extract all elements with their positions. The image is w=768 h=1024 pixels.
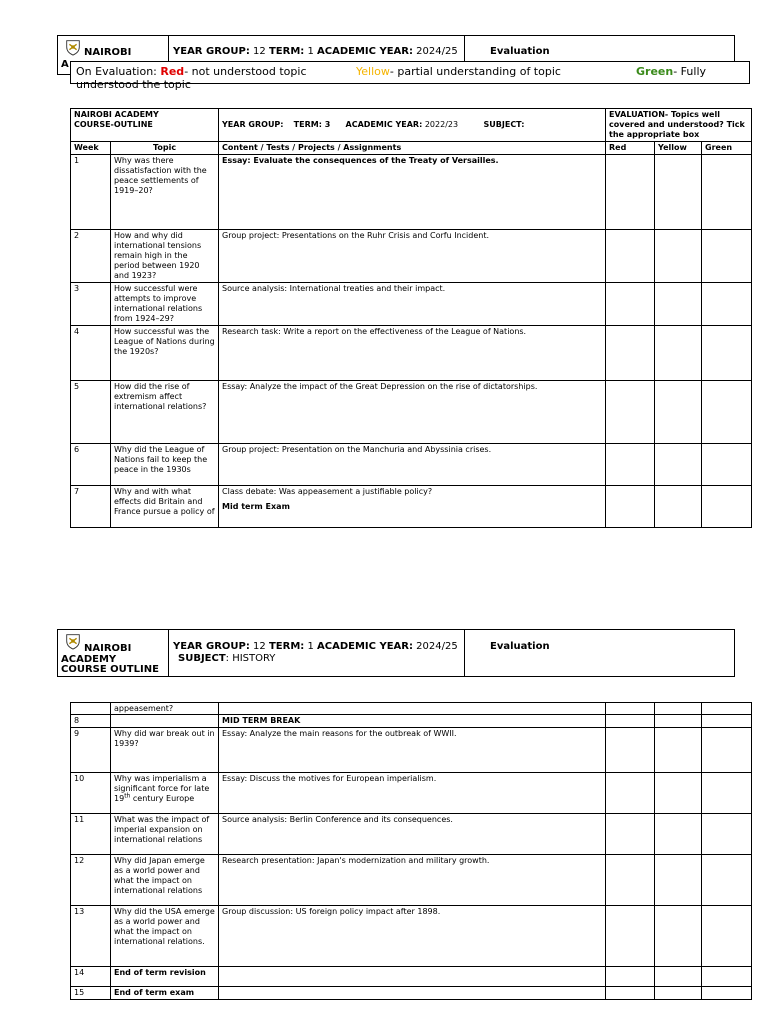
topic-cell: Why did the League of Nations fail to keep the peace in the 1930s [111, 444, 219, 486]
topic-cell: Why did war break out in 1939? [111, 728, 219, 773]
legend-yellow: Yellow [356, 65, 390, 78]
red-checkbox-cell[interactable] [606, 326, 655, 381]
table-row [71, 155, 752, 230]
week-cell: 6 [71, 444, 111, 486]
red-checkbox-cell[interactable] [606, 283, 655, 326]
green-checkbox-cell[interactable] [702, 728, 752, 773]
content-text-mid-term: Mid term Exam [222, 502, 290, 511]
table-row [71, 967, 752, 987]
content-cell [219, 486, 606, 528]
content-cell: Essay: Evaluate the consequences of the Treaty of Versailles. [219, 155, 606, 230]
topic-cell [111, 715, 219, 728]
table-row [71, 906, 752, 967]
red-checkbox-cell[interactable] [606, 987, 655, 1000]
yellow-checkbox-cell[interactable] [655, 381, 702, 444]
table-row [71, 283, 752, 326]
week-cell: 12 [71, 855, 111, 906]
school-crest-icon [64, 38, 82, 56]
topic-cell: End of term exam [111, 987, 219, 1000]
green-checkbox-cell[interactable] [702, 155, 752, 230]
week-cell: 7 [71, 486, 111, 528]
yellow-checkbox-cell[interactable] [655, 855, 702, 906]
week-cell: 10 [71, 773, 111, 814]
yellow-checkbox-cell[interactable] [655, 773, 702, 814]
col-content: Content / Tests / Projects / Assignments [219, 142, 606, 155]
top-evaluation-label: Evaluation [490, 46, 550, 57]
table-row [71, 728, 752, 773]
second-header-school-cell [58, 630, 169, 676]
red-checkbox-cell[interactable] [606, 814, 655, 855]
table-row [71, 326, 752, 381]
yellow-checkbox-cell[interactable] [655, 987, 702, 1000]
topic-cell: How and why did international tensions remain high in the period between 1920 and 1923? [111, 230, 219, 283]
red-checkbox-cell[interactable] [606, 381, 655, 444]
yellow-checkbox-cell[interactable] [655, 703, 702, 715]
green-checkbox-cell[interactable] [702, 703, 752, 715]
red-checkbox-cell[interactable] [606, 773, 655, 814]
week-cell [71, 703, 111, 715]
content-cell: Group project: Presentation on the Manchuria and Abyssinia crises. [219, 444, 606, 486]
second-header-divider [464, 630, 465, 676]
topic-cell: Why was imperialism a significant force for late 19th century Europe [111, 773, 219, 814]
topic-cell: Why was there dissatisfaction with the peace settlements of 1919–20? [111, 155, 219, 230]
legend-red-text: - not understood topic [184, 65, 307, 78]
week-cell: 8 [71, 715, 111, 728]
week-cell: 14 [71, 967, 111, 987]
yellow-checkbox-cell[interactable] [655, 715, 702, 728]
red-checkbox-cell[interactable] [606, 715, 655, 728]
yellow-checkbox-cell[interactable] [655, 728, 702, 773]
second-school-name: NAIROBI [84, 643, 132, 654]
school-crest-icon [64, 632, 82, 650]
content-cell: Source analysis: International treaties and their impact. [219, 283, 606, 326]
green-checkbox-cell[interactable] [702, 715, 752, 728]
red-checkbox-cell[interactable] [606, 967, 655, 987]
green-checkbox-cell[interactable] [702, 283, 752, 326]
top-header-meta: YEAR GROUP: 12 TERM: 1 ACADEMIC YEAR: 2024/25 [173, 46, 458, 57]
top-school-name: NAIROBI [84, 47, 132, 58]
table1-evaluation-header: EVALUATION- Topics well covered and understood? Tick the appropriate box [606, 109, 752, 142]
topic-cell: How successful were attempts to improve international relations from 1924–29? [111, 283, 219, 326]
week-cell: 5 [71, 381, 111, 444]
table-row [71, 715, 752, 728]
legend-red: Red [160, 65, 185, 78]
week-cell: 1 [71, 155, 111, 230]
table-row [71, 230, 752, 283]
week-cell: 15 [71, 987, 111, 1000]
second-evaluation-label: Evaluation [490, 641, 550, 652]
week-cell: 11 [71, 814, 111, 855]
content-cell: Essay: Discuss the motives for European imperialism. [219, 773, 606, 814]
content-cell: Source analysis: Berlin Conference and its consequences. [219, 814, 606, 855]
red-checkbox-cell[interactable] [606, 906, 655, 967]
table-row [71, 814, 752, 855]
green-checkbox-cell[interactable] [702, 855, 752, 906]
legend-overflow: understood the topic [76, 78, 191, 91]
table-row [71, 773, 752, 814]
table1-title-row [71, 109, 752, 142]
green-checkbox-cell[interactable] [702, 326, 752, 381]
col-green: Green [702, 142, 752, 155]
content-cell [219, 987, 606, 1000]
topic-cell: What was the impact of imperial expansion on international relations [111, 814, 219, 855]
green-checkbox-cell[interactable] [702, 987, 752, 1000]
green-checkbox-cell[interactable] [702, 773, 752, 814]
topic-cell: How did the rise of extremism affect international relations? [111, 381, 219, 444]
course-outline-table-1 [70, 108, 752, 528]
top-school-line2: A [61, 59, 69, 70]
table-row [71, 987, 752, 1000]
course-outline-table-2 [70, 702, 752, 1000]
week-cell: 3 [71, 283, 111, 326]
second-header [57, 629, 735, 677]
content-cell: Group discussion: US foreign policy impact after 1898. [219, 906, 606, 967]
table1-meta: YEAR GROUP: TERM: 3 ACADEMIC YEAR: 2022/23 SUBJECT: [219, 109, 606, 142]
col-red: Red [606, 142, 655, 155]
red-checkbox-cell[interactable] [606, 444, 655, 486]
topic-cell: appeasement? [111, 703, 219, 715]
topic-cell: Why and with what effects did Britain and France pursue a policy of [111, 486, 219, 528]
topic-cell: How successful was the League of Nations during the 1920s? [111, 326, 219, 381]
topic-cell: Why did the USA emerge as a world power and what the impact on international relations. [111, 906, 219, 967]
green-checkbox-cell[interactable] [702, 814, 752, 855]
col-topic: Topic [111, 142, 219, 155]
week-cell: 13 [71, 906, 111, 967]
second-header-meta: YEAR GROUP: 12 TERM: 1 ACADEMIC YEAR: 2024/25 [173, 641, 458, 652]
col-week: Week [71, 142, 111, 155]
green-checkbox-cell[interactable] [702, 444, 752, 486]
yellow-checkbox-cell[interactable] [655, 155, 702, 230]
green-checkbox-cell[interactable] [702, 906, 752, 967]
week-cell: 2 [71, 230, 111, 283]
second-school-line3: COURSE OUTLINE [61, 664, 159, 675]
yellow-checkbox-cell[interactable] [655, 326, 702, 381]
table-row [71, 486, 752, 528]
yellow-checkbox-cell[interactable] [655, 444, 702, 486]
content-cell [219, 967, 606, 987]
content-cell: Essay: Analyze the main reasons for the outbreak of WWII. [219, 728, 606, 773]
red-checkbox-cell[interactable] [606, 703, 655, 715]
week-cell: 9 [71, 728, 111, 773]
table-row [71, 444, 752, 486]
green-checkbox-cell[interactable] [702, 230, 752, 283]
content-cell [219, 703, 606, 715]
red-checkbox-cell[interactable] [606, 155, 655, 230]
table-row [71, 855, 752, 906]
yellow-checkbox-cell[interactable] [655, 230, 702, 283]
yellow-checkbox-cell[interactable] [655, 814, 702, 855]
yellow-checkbox-cell[interactable] [655, 967, 702, 987]
red-checkbox-cell[interactable] [606, 486, 655, 528]
table1-column-headers [71, 142, 752, 155]
content-text: Class debate: Was appeasement a justifiable policy? [222, 487, 433, 496]
legend-prefix: On Evaluation: [76, 65, 161, 78]
legend-green: Green [636, 65, 674, 78]
content-cell: Group project: Presentations on the Ruhr Crisis and Corfu Incident. [219, 230, 606, 283]
topic-cell: End of term revision [111, 967, 219, 987]
content-cell: MID TERM BREAK [219, 715, 606, 728]
red-checkbox-cell[interactable] [606, 728, 655, 773]
green-checkbox-cell[interactable] [702, 486, 752, 528]
content-cell: Essay: Analyze the impact of the Great Depression on the rise of dictatorships. [219, 381, 606, 444]
topic-cell: Why did Japan emerge as a world power and what the impact on international relations [111, 855, 219, 906]
table1-school-title: NAIROBI ACADEMY COURSE-OUTLINE [71, 109, 219, 142]
legend-yellow-text: - partial understanding of topic [389, 65, 561, 78]
red-checkbox-cell[interactable] [606, 230, 655, 283]
col-yellow: Yellow [655, 142, 702, 155]
table-row [71, 381, 752, 444]
yellow-checkbox-cell[interactable] [655, 906, 702, 967]
week-cell: 4 [71, 326, 111, 381]
second-header-subject: SUBJECT: HISTORY [178, 653, 276, 664]
content-cell: Research presentation: Japan's modernization and military growth. [219, 855, 606, 906]
second-school-line2: ACADEMY [61, 654, 117, 665]
green-checkbox-cell[interactable] [702, 967, 752, 987]
table-row [71, 703, 752, 715]
red-checkbox-cell[interactable] [606, 855, 655, 906]
yellow-checkbox-cell[interactable] [655, 283, 702, 326]
green-checkbox-cell[interactable] [702, 381, 752, 444]
content-cell: Research task: Write a report on the effectiveness of the League of Nations. [219, 326, 606, 381]
evaluation-legend [70, 61, 750, 91]
yellow-checkbox-cell[interactable] [655, 486, 702, 528]
legend-green-text: - Fully [673, 65, 707, 78]
